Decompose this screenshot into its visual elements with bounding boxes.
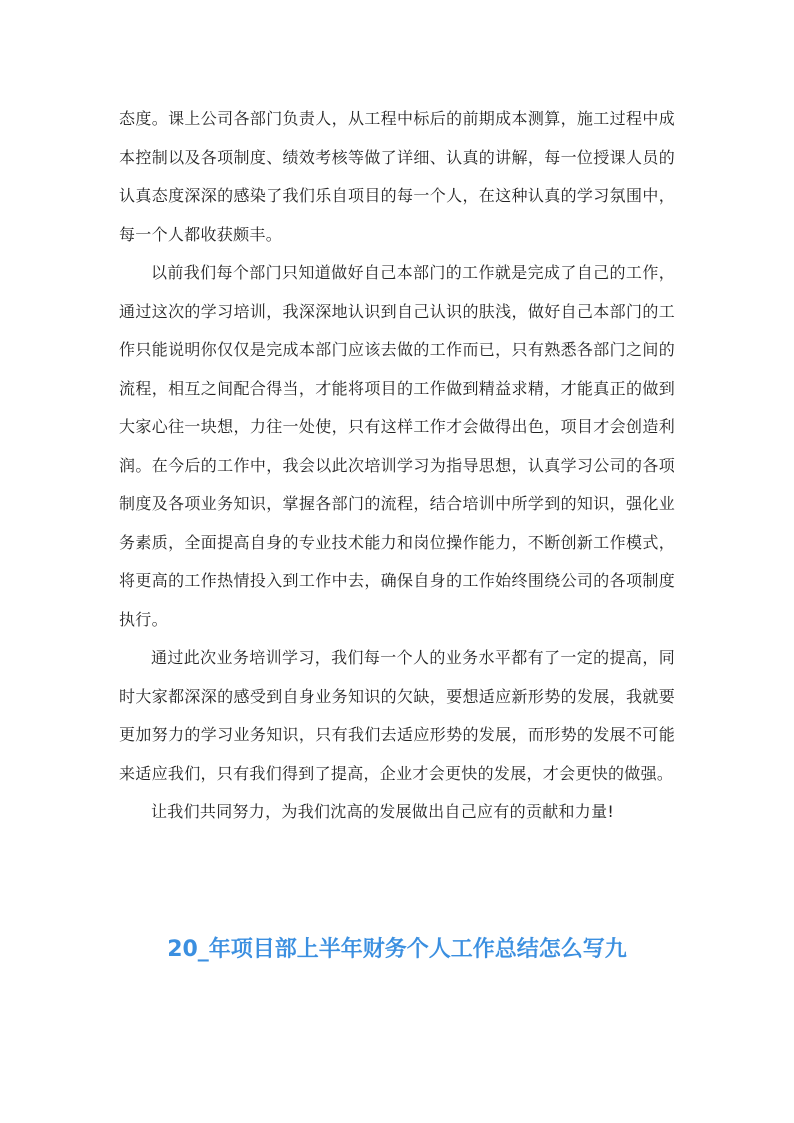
paragraph-1: 态度。课上公司各部门负责人，从工程中标后的前期成本测算，施工过程中成本控制以及各项制度、绩效考核等做了详细、认真的讲解，每一位授课人员的认真态度深深的感染了我们乐自项目的每一个人，在这种认真的学习氛围中，每一个人都收获颇丰。	[119, 109, 675, 244]
paragraph-2: 以前我们每个部门只知道做好自己本部门的工作就是完成了自己的工作，通过这次的学习培训，我深深地认识到自己认识的肤浅，做好自己本部门的工作只能说明你仅仅是完成本部门应该去做的工作而已，只有熟悉各部门之间的流程，相互之间配合得当，才能将项目的工作做到精益求精，才能真正的做到大家心往一块想，力往一处使，只有这样工作才会做得出色，项目才会创造利润。在今后的工作中，我会以此次培训学习为指导思想，认真学习公司的各项制度及各项业务知识，掌握各部门的流程，结合培训中所学到的知识，强化业务素质，全面提高自身的专业技术能力和岗位操作能力，不断创新工作模式，将更高的工作热情投入到工作中去，确保自身的工作始终围绕公司的各项制度执行。	[119, 263, 675, 629]
paragraph-4: 让我们共同努力，为我们沈高的发展做出自己应有的贡献和力量!	[151, 802, 615, 821]
paragraph-3: 通过此次业务培训学习，我们每一个人的业务水平都有了一定的提高，同时大家都深深的感受到自身业务知识的欠缺，要想适应新形势的发展，我就要更加努力的学习业务知识，只有我们去适应形势的发展，而形势的发展不可能来适应我们，只有我们得到了提高，企业才会更快的发展，才会更快的做强。	[119, 648, 675, 783]
section-heading: 20_年项目部上半年财务个人工作总结怎么写九	[167, 937, 627, 962]
body-text	[119, 100, 675, 832]
